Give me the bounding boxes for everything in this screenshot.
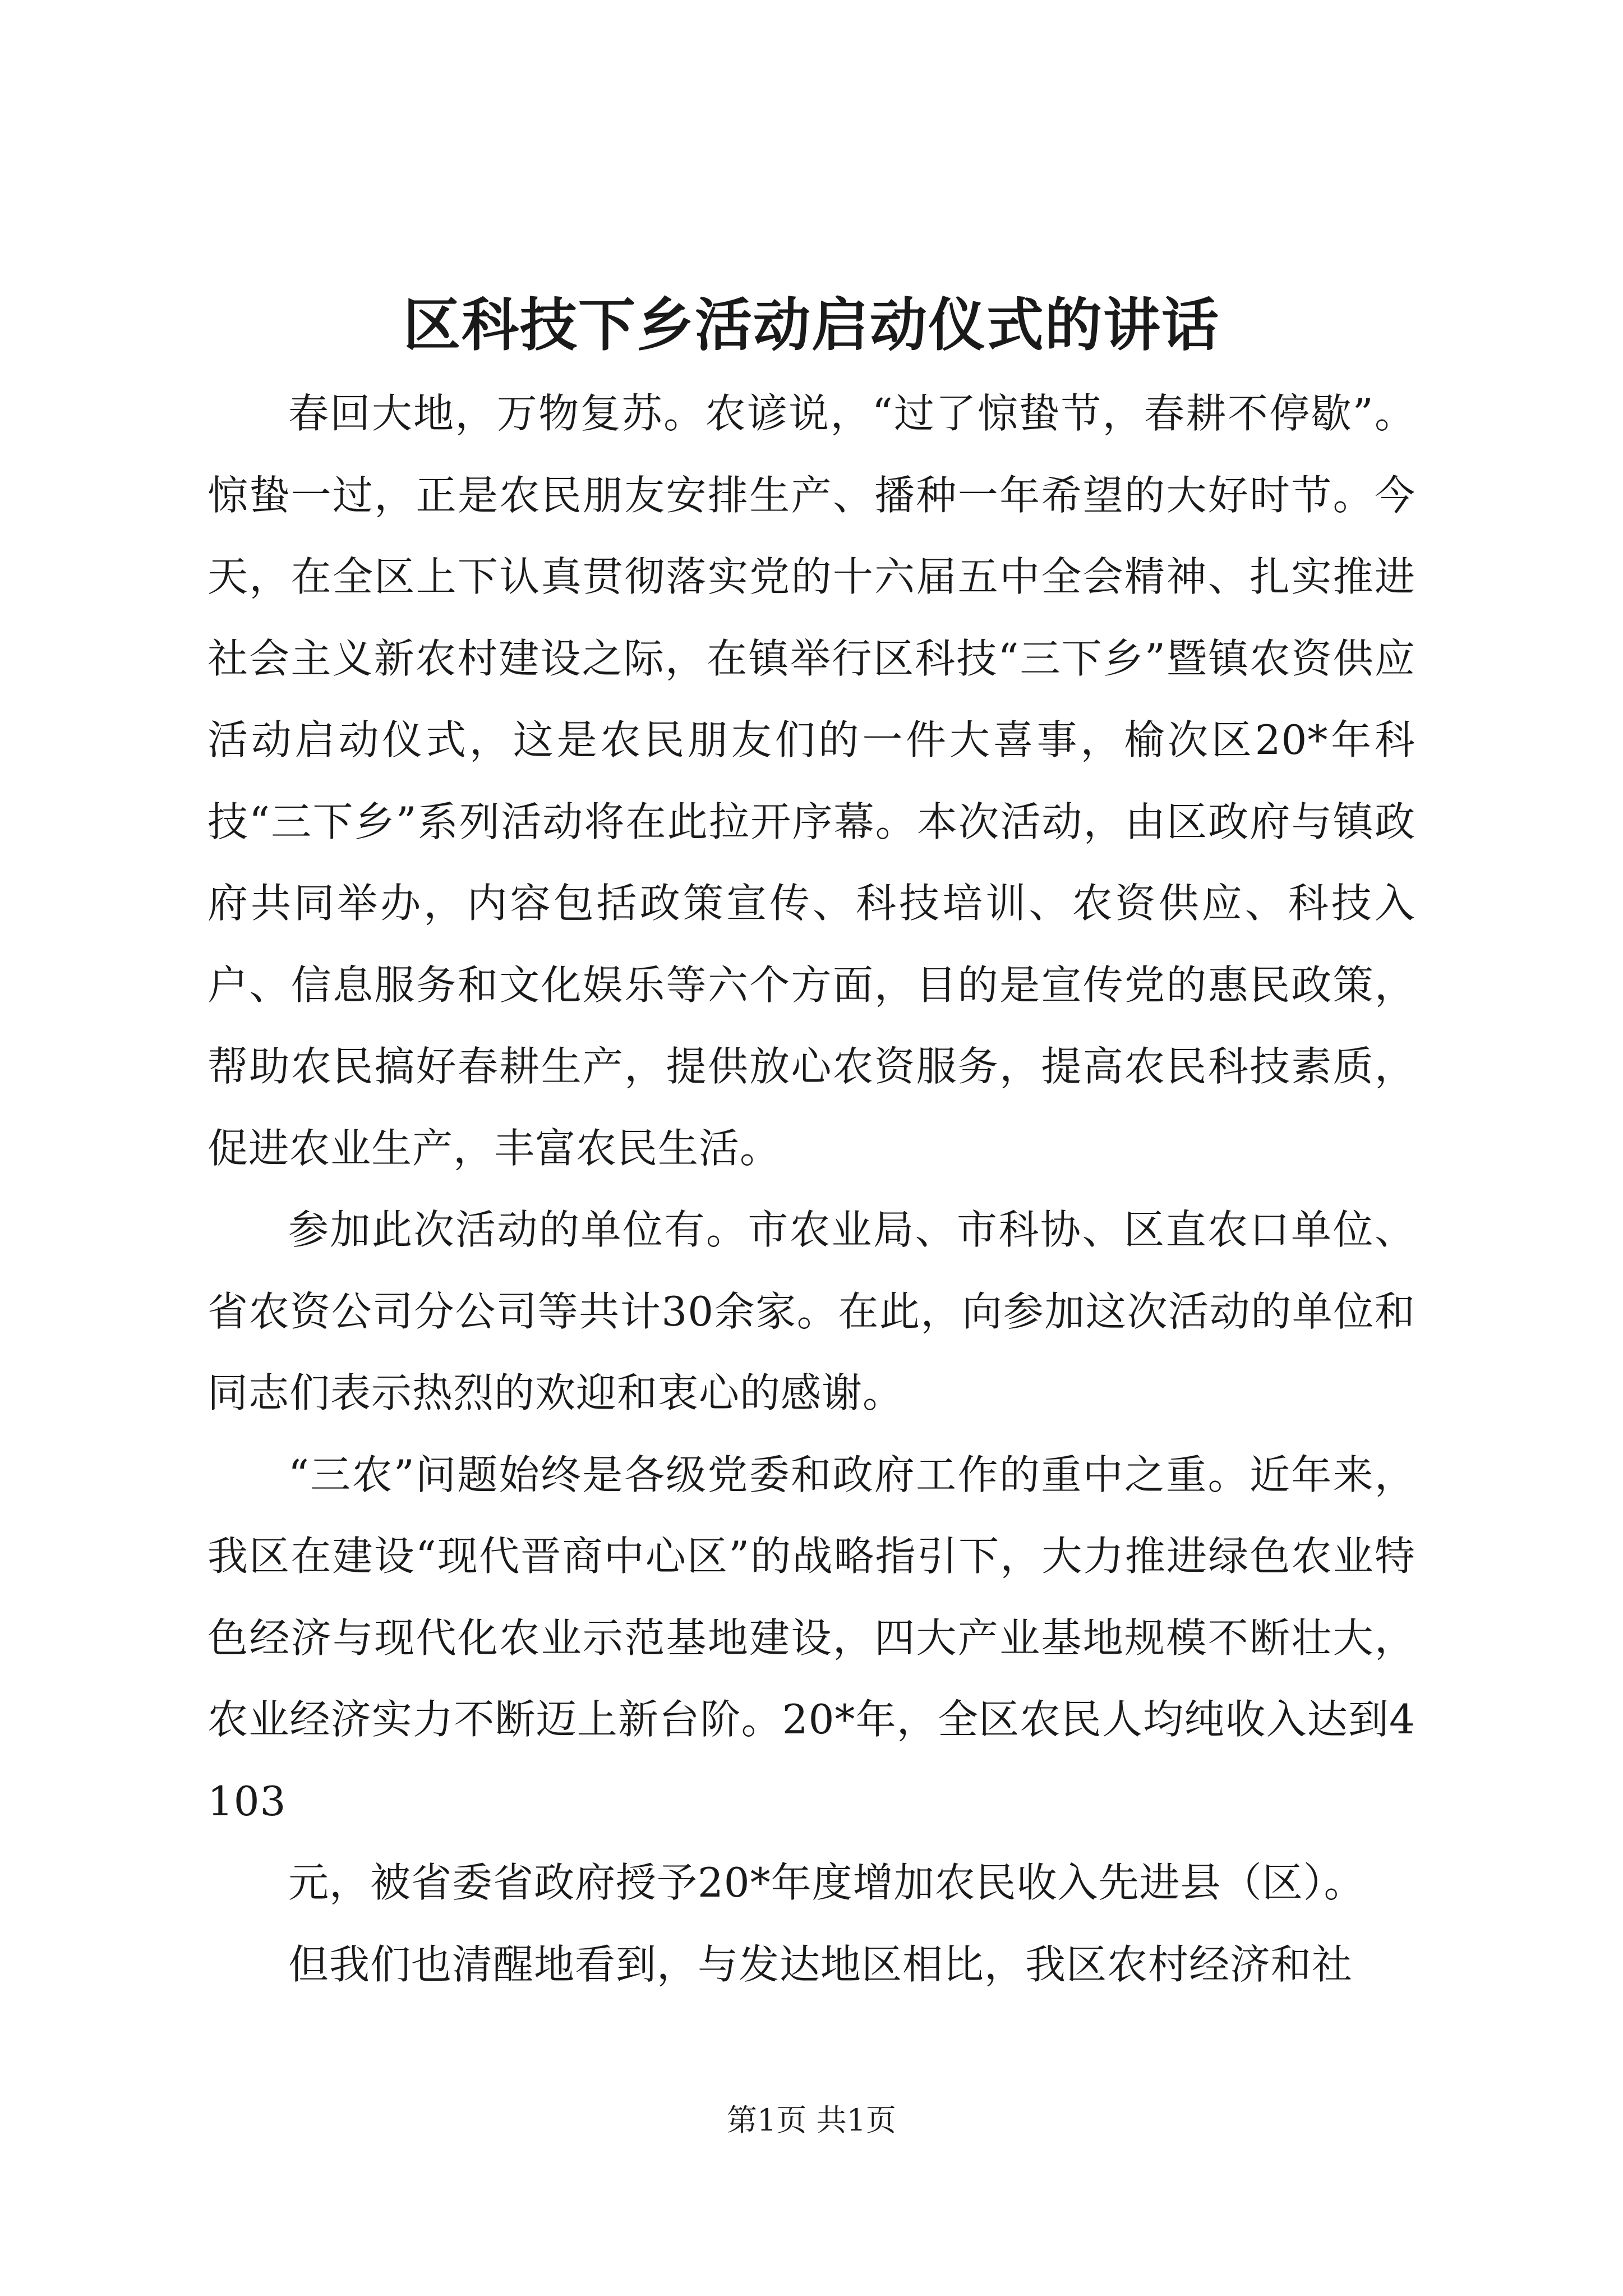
document-body xyxy=(208,373,1415,2005)
paragraph-3: “三农”问题始终是各级党委和政府工作的重中之重。近年来，我区在建设“现代晋商中心区”的战略指引下，大力推进绿色农业特色经济与现代化农业示范基地建设，四大产业基地规模不断壮大，农业经济实力不断迈上新台阶。20*年，全区农民人均纯收入达到4103 xyxy=(208,1451,1415,1825)
paragraph-5: 但我们也清醒地看到，与发达地区相比，我区农村经济和社 xyxy=(288,1940,1353,1988)
paragraph-2: 参加此次活动的单位有。市农业局、市科协、区直农口单位、省农资公司分公司等共计30余家。在此，向参加这次活动的单位和同志们表示热烈的欢迎和衷心的感谢。 xyxy=(208,1206,1415,1416)
paragraph-4: 元，被省委省政府授予20*年度增加农民收入先进县（区）。 xyxy=(288,1859,1365,1906)
page-title: 区科技下乡活动启动仪式的讲话 xyxy=(403,292,1220,359)
paragraph-1: 春回大地，万物复苏。农谚说，“过了惊蛰节，春耕不停歇”。惊蛰一过，正是农民朋友安排生产、播种一年希望的大好时节。今天，在全区上下认真贯彻落实党的十六届五中全会精神、扎实推进社会主义新农村建设之际，在镇举行区科技“三下乡”暨镇农资供应活动启动仪式，这是农民朋友们的一件大喜事，榆次区20*年科技“三下乡”系列活动将在此拉开序幕。本次活动，由区政府与镇政府共同举办，内容包括政策宣传、科技培训、农资供应、科技入户、信息服务和文化娱乐等六个方面，目的是宣传党的惠民政策，帮助农民搞好春耕生产，提供放心农资服务，提高农民科技素质，促进农业生产，丰富农民生活。 xyxy=(208,390,1415,1172)
page-number: 第1页 共1页 xyxy=(727,2102,896,2138)
